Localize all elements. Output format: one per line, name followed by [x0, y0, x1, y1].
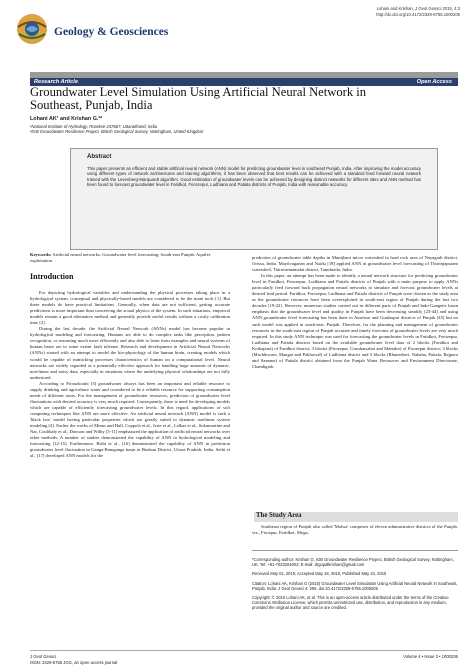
open-access-label: Open Access	[416, 78, 452, 85]
dates: Received May 01, 2015; Accepted May 18, 2015; Published May 22, 2015	[252, 571, 387, 577]
authors: Lohani AK¹ and Krishan G.²*	[30, 116, 103, 122]
footer-volume: Volume 4 • Issue 3 • 1000206	[403, 654, 458, 659]
keywords-label: Keywords:	[30, 252, 52, 257]
abstract-box	[70, 148, 438, 250]
keywords	[30, 252, 230, 264]
paragraph: In this paper, an attempt has been made to identify a neural network structure for predicting groundwater level in Faridkot, Ferozepur, Ludhiana and Patiala districts of Punjab with a main purpose to apply ANNs particularly feed forward back propagation neural networks to simulate and forecast groundwater levels at desired lead period. Faridkot, Ferozepur, Ludhiana and Patiala districts of Punjab were chosen as the study area as the groundwater resources have been overexploited in south-east region of Punjab during the last two decades [19-22]. However, numerous studies carried out in different parts of Punjab and Indo-Gangetic basin emphasis that the groundwater level and quality in Punjab have been decreasing steadily [23-44] and using ANN groundwater level forecasting has been done in Amritsar and Gurdaspur districts of Punjab [45] but no such model was applied in south-east, Punjab. Therefore, for the planning and management of groundwater resources in the south-east region of Punjab accurate and timely forecasts of groundwater levels are very much required. In this study ANN technique was used for forecasting the groundwater levels in Faridkot, Ferozepur, Ludhiana and Patiala districts based on the available groundwater level data of 2 blocks (Faridkot and Kotkapura) of Faridkot district; 3 blocks (Firozepur, Guruharsahai and Mamdot) of Firozepur district; 3 blocks (Machhiwara, Mangat and Pakhowal) of Ludhiana district and 5 blocks (Bhunerheri, Nabaha, Patiala, Rajpura and Samana) of Patiala district obtained from the Punjab Water Resources and Environment Directorate, Chandigarh.	[252, 273, 458, 369]
affiliation: ²IGB Groundwater Resilience Project, British Geological Survey, Nottingham, United Kingdom	[30, 129, 204, 135]
article-type-label: Research Article	[34, 78, 78, 85]
footer-issn: ISSN: 2329-6755 JGG, an open access journal	[30, 660, 118, 665]
citation-header	[300, 6, 460, 17]
paragraph: During the last decade, the Artificial Neural Network (ANNs) model has become popular in hydrological modeling and forecasting. Humans are able to do complex tasks like perception, pattern recognition, or reasoning much more efficiently and also able to learn from examples and neural systems of human brain are to some extent fault tolerant. Research and development in Artificial Neural Networks (ANNs) started with an attempt to model the bio-physiology of the human brain, creating models which would be capable of mimicking processes characteristics of human on a computational level. Neural networks are widely regarded as a potentially effective approach for handling large amounts of dynamic, non-linear and noisy data, especially in situations where the underlying physical relationships are not fully understood.	[30, 326, 230, 380]
paragraph: Southeast region of Punjab also called 'Malwa' comprises of eleven administrative districts of the Punjab, viz., Firozpur, Faridkot, Moga,	[252, 524, 458, 536]
section-heading-introduction: Introduction	[30, 272, 74, 281]
page-footer	[30, 650, 458, 665]
paragraph: For depicting hydrological variables and understanding the physical processes taking place in a hydrological system, conceptual and physically-based models are considered to be the main tools [1]. But these models do have practical limitations. Generally, when data are not sufficient, getting accurate predictions is more important than conceiving the actual physics of the system. In such situations, empirical models remain a good alternative method and generally provide useful results without a costly calibration time [2].	[30, 290, 230, 326]
citation: Citation: Lohani AK, Krishan G (2015) Groundwater Level Simulation Using Artificial Neural Network in Southeast, Punjab, India. J Geol Geosci 4: 206. doi:10.4172/2329-6755.1000206	[252, 580, 458, 591]
citation-doi: http://dx.doi.org/10.4172/2329-6755.1000206	[376, 11, 460, 17]
article-title: Groundwater Level Simulation Using Artificial Neural Network in Southeast, Punjab, India	[30, 85, 367, 113]
citation-line: Lohani and Krishan, J Geol Geosci 2015, 4:3	[376, 6, 460, 11]
abstract-text: This paper presents an efficient and stable artificial neural network (ANN) model for predicting groundwater level in southeast Punjab, India. After improving the model accuracy using different types of network architectures and training algorithms, it has been observed that best results can be achieved with a standard feed forward neural network trained with the Levenberg-Marquardt algorithm. Good estimation of groundwater levels can be achieved by designing distinct networks for different sites and ANN method has been found to forecast groundwater level in Faridkot, Ferozepur, Ludhiana and Patiala districts of Punjab, India with reasonable accuracy.	[87, 166, 421, 188]
section-heading-study-area	[254, 512, 458, 522]
journal-logo-icon	[12, 12, 52, 46]
paragraph: According to Firouzkouhi [3] groundwater always has been an important and reliable resource to supply drinking and agriculture water and considered to be a reliable resource for supporting consumption needs of different users. For the management of groundwater resources, prediction of groundwater level fluctuations with desired accuracy is very much required. Consequently, there is need for developing models which are capable of efficiently forecasting groundwater levels. In this regard, applications of soft computing techniques like ANN are more effective. An artificial neural network (ANN) model is such a 'black box' model having particular properties which are greatly suited to dynamic nonlinear system modeling [4]. Earlier the works of Minns and Hall, Coppola et al., Izrie et al., Lelkas et al., Sokumartine and Nar, Coulibaly et al., Dawson and Wilby [5-11] emphasized the application of artificial neural networks over other methods. A number of studies demonstrated the capability of ANN in hydrological modeling and forecasting [12-15]. Furthermore, Bisht et al., [16] demonstrated the capability of ANN in prediction groundwater level fluctuation in Ganga-Ramganga basin in Budaun District, Uttara Pradesh, India. Sethi et al., [17] developed ANN models for the	[30, 380, 230, 459]
affiliations	[30, 124, 330, 135]
abstract-heading: Abstract	[87, 154, 112, 160]
correspondence-block	[252, 550, 458, 615]
study-heading-text: The Study Area	[256, 512, 302, 519]
copyright: Copyright: © 2015 Lohani AK, et al. This is an open-access article distributed under the terms of the Creative Commons Attribution License, which permits unrestricted use, distribution, and reproduction in any medium, provided the original author and source are credited.	[252, 595, 449, 611]
keywords-text: Artificial neural networks; Groundwater level forecasting; South-east Punjab; Aquifer exploitation	[30, 252, 211, 263]
body-column-left	[30, 290, 230, 640]
paragraph: prediction of groundwater table depths in Munijhara micro watershed in hard rock area of Nayagarh district, Orissa, India. Mayilvaganan and Naidu [18] applied ANN in groundwater level forecasting of Thurinjapuram watershed, Thiruvannamalai district, Tamilnadu, India.	[252, 255, 458, 273]
corresponding-author: *Corresponding author: Krishan G, IGB Groundwater Resilience Project, British Geological Survey, Nottingham, UK, Tel: +91-7023264002; E-mail: drgopalkrishan@gmail.com	[252, 557, 454, 568]
study-area-text	[252, 524, 458, 536]
journal-name: Geology & Geosciences	[54, 26, 169, 38]
affiliation: ¹National Institute of Hydrology, Roorkee-247667, Uttarakhand, India	[30, 124, 158, 129]
body-column-right	[252, 255, 458, 508]
footer-journal: J Geol Geosci	[30, 654, 57, 659]
